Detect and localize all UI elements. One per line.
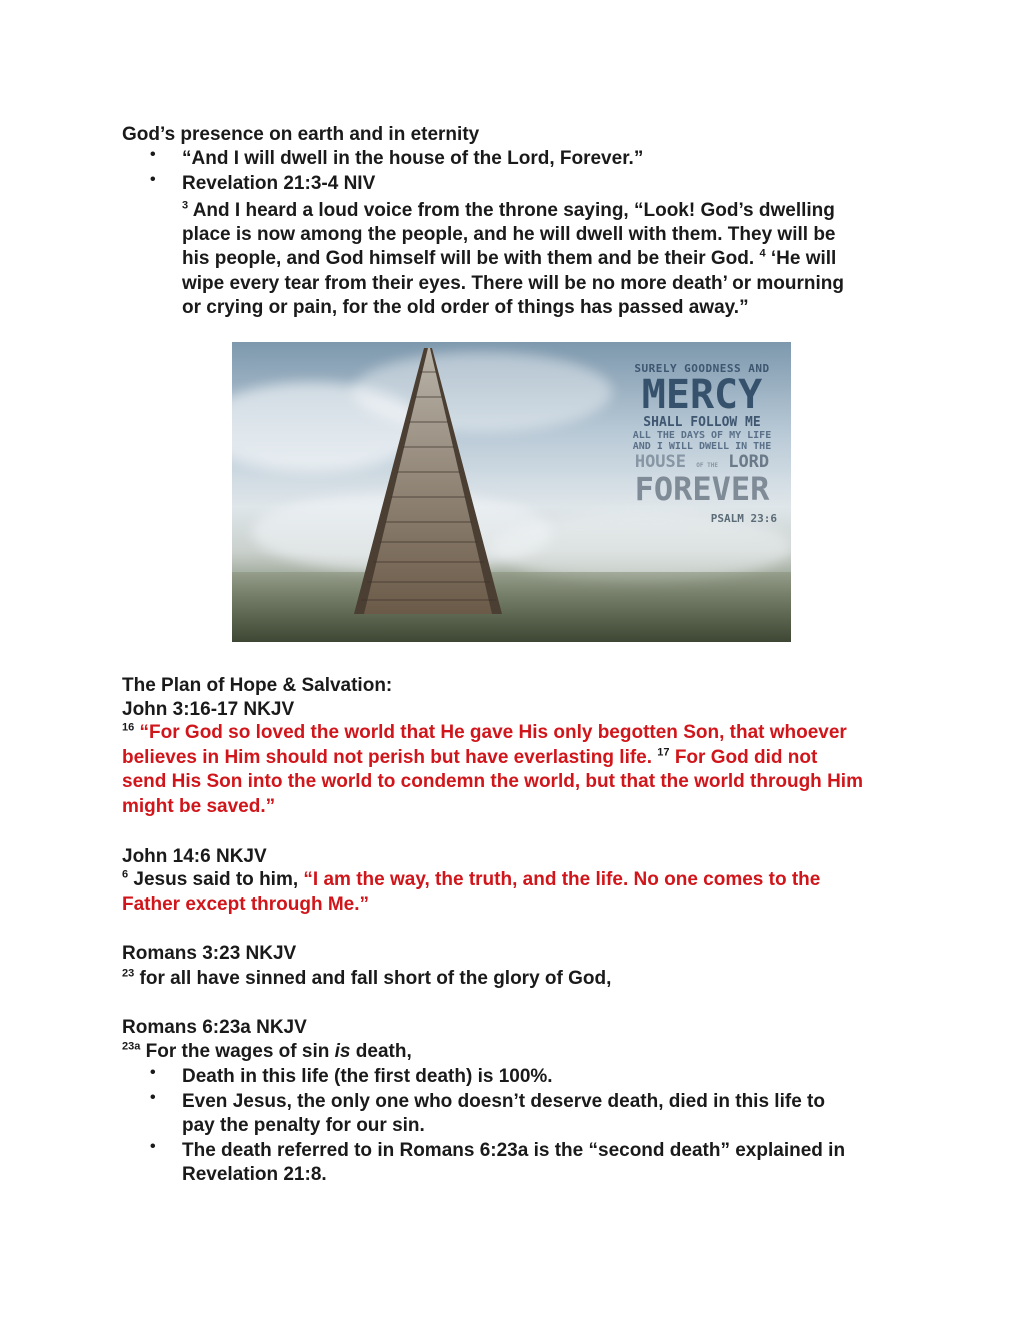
bullet-dot: • [150, 1138, 156, 1155]
image-caption [627, 362, 777, 525]
verse-line [122, 745, 817, 770]
bullet-text: Revelation 21:3-4 NIV [182, 173, 376, 194]
verse-text: death, [355, 1041, 412, 1062]
caption-line: SURELY GOODNESS AND [634, 362, 770, 375]
verse-number: 16 [122, 721, 135, 734]
bullet-text: Even Jesus, the only one who doesn’t deserve death, died in this life to [182, 1091, 825, 1112]
verse-line [122, 720, 847, 745]
verse-number: 4 [759, 247, 766, 260]
section-heading: God’s presence on earth and in eternity [122, 124, 480, 145]
verse-text: for all have sinned and fall short of the glory of God, [139, 968, 612, 989]
verse-text: And I heard a loud voice from the throne saying, “Look! God’s dwelling [192, 200, 835, 221]
verse-number: 23a [122, 1040, 141, 1053]
bullet-dot: • [150, 1064, 156, 1081]
verse-number: 3 [182, 199, 189, 212]
verse-text: For the wages of sin [145, 1041, 330, 1062]
verse-text: “I am the way, the truth, and the life. No one comes to the [303, 869, 821, 890]
bullet-text: “And I will dwell in the house of the Lord, Forever.” [182, 148, 644, 169]
bullet-dot: • [150, 1089, 156, 1106]
verse-line: send His Son into the world to condemn the world, but that the world through Him [122, 771, 863, 792]
caption-line: ALL THE DAYS OF MY LIFE [632, 430, 772, 441]
verse-line [122, 1039, 412, 1064]
verse-line [122, 867, 820, 892]
caption-line: PSALM 23:6 [710, 512, 777, 525]
verse-line: Father except through Me.” [122, 894, 370, 915]
verse-text: believes in Him should not perish but have everlasting life. [122, 747, 653, 768]
bullet-dot: • [150, 146, 156, 163]
verse-number: 17 [657, 746, 670, 759]
caption-line: LORD [728, 452, 770, 472]
bullet-text: The death referred to in Romans 6:23a is the “second death” explained in [182, 1140, 846, 1161]
verse-line [182, 198, 835, 223]
caption-line: OF THE [696, 462, 718, 469]
verse-line: or crying or pain, for the old order of things has passed away.” [182, 297, 749, 318]
caption-line: AND I WILL DWELL IN THE [632, 441, 772, 452]
bullet-dot: • [150, 171, 156, 188]
verse-text: ‘He will [770, 248, 837, 269]
stairway-image [232, 342, 791, 642]
scripture-reference: Romans 6:23a NKJV [122, 1017, 307, 1038]
bullet-text: pay the penalty for our sin. [182, 1115, 425, 1136]
verse-line: place is now among the people, and he will dwell with them. They will be [182, 224, 836, 245]
verse-emphasis: is [334, 1041, 351, 1062]
caption-line: FOREVER [634, 470, 770, 508]
section-heading: The Plan of Hope & Salvation: [122, 675, 393, 696]
verse-text: his people, and God himself will be with them and be their God. [182, 248, 755, 269]
verse-text: For God did not [674, 747, 818, 768]
verse-line: might be saved.” [122, 796, 276, 817]
bullet-text: Death in this life (the first death) is 100%. [182, 1066, 553, 1087]
caption-line: SHALL FOLLOW ME [643, 415, 761, 430]
scripture-reference: John 3:16-17 NKJV [122, 699, 295, 720]
verse-line [182, 246, 836, 271]
verse-text: “For God so loved the world that He gave His only begotten Son, that whoever [139, 722, 847, 743]
verse-line: wipe every tear from their eyes. There will be no more death’ or mourning [182, 273, 845, 294]
verse-number: 23 [122, 967, 135, 980]
verse-line [122, 966, 611, 991]
scripture-reference: John 14:6 NKJV [122, 846, 267, 867]
verse-number: 6 [122, 868, 129, 881]
scripture-reference: Romans 3:23 NKJV [122, 943, 297, 964]
caption-line: MERCY [641, 372, 763, 418]
verse-text: Jesus said to him, [133, 869, 299, 890]
bullet-text: Revelation 21:8. [182, 1164, 327, 1185]
caption-line: HOUSE [634, 452, 687, 472]
